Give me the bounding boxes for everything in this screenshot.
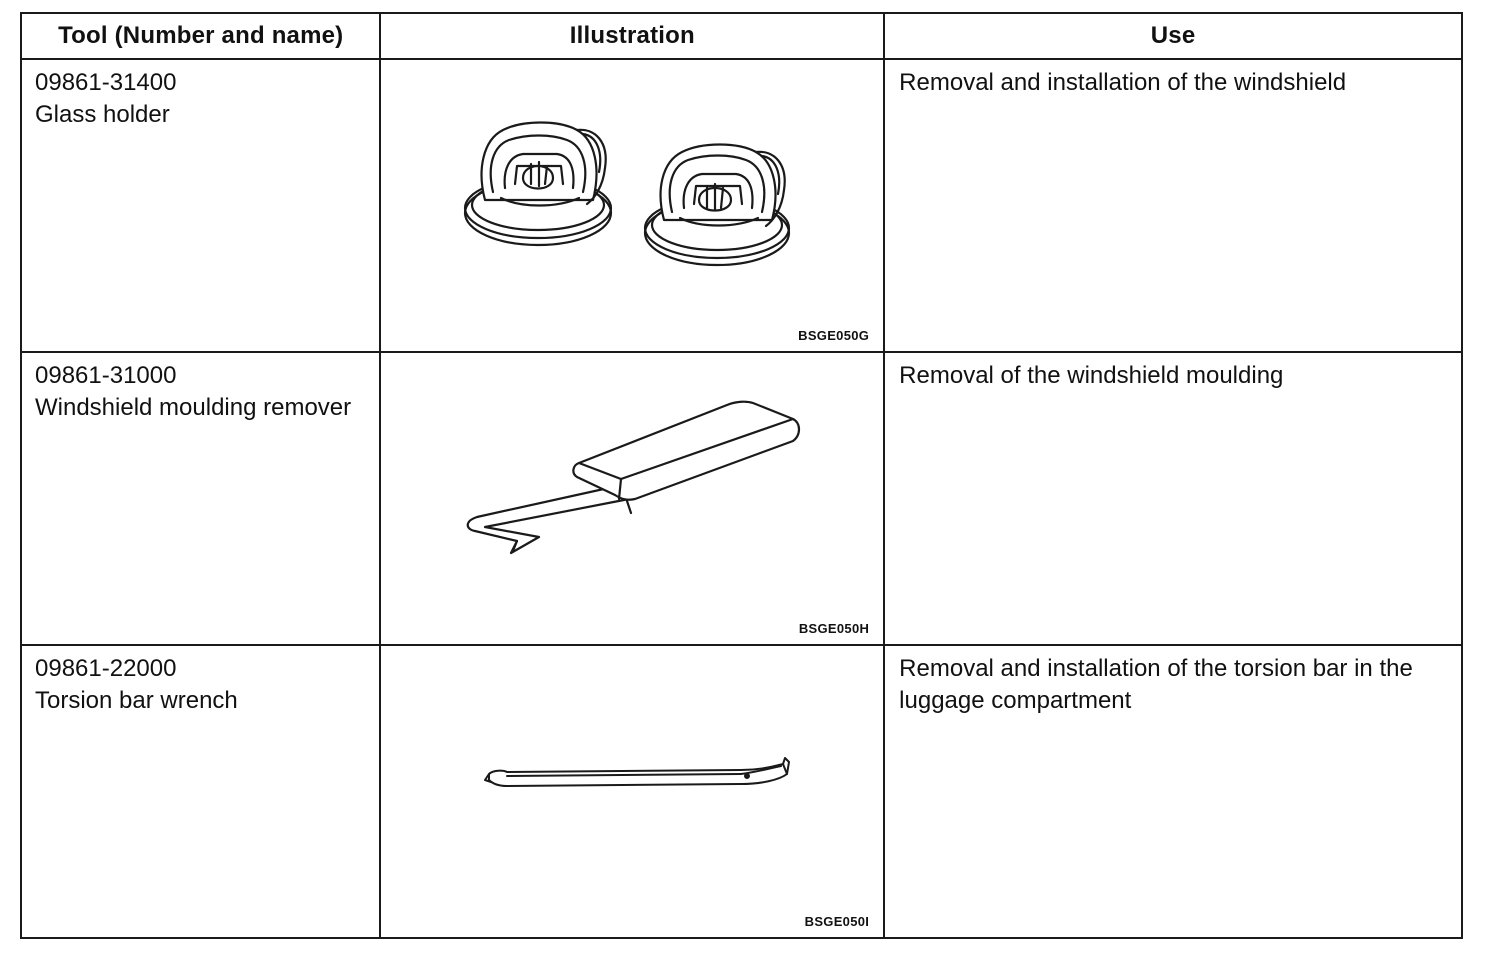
- glass-holder-suction-cups-icon: [381, 60, 881, 349]
- illustration-cell: [380, 645, 884, 938]
- figure-code: BSGE050I: [804, 914, 870, 929]
- tool-number: 09861-31400: [35, 69, 177, 96]
- torsion-bar-wrench-icon: [381, 646, 881, 935]
- moulding-remover-tool-icon: [381, 353, 881, 642]
- table-row: [21, 59, 1462, 352]
- header-illustration: Illustration: [380, 13, 884, 59]
- figure-code: BSGE050G: [798, 328, 870, 343]
- tool-number: 09861-31000: [35, 362, 177, 389]
- header-tool: Tool (Number and name): [21, 13, 380, 59]
- tool-name: Torsion bar wrench: [35, 687, 238, 714]
- tool-cell: [21, 59, 380, 352]
- table-row: [21, 352, 1462, 645]
- special-tools-table: [20, 12, 1463, 939]
- tool-number: 09861-22000: [35, 655, 177, 682]
- table-header-row: [21, 13, 1462, 59]
- table-row: [21, 645, 1462, 938]
- tool-name: Glass holder: [35, 101, 170, 128]
- tool-name: Windshield moulding remover: [35, 394, 352, 421]
- use-cell: Removal of the windshield moulding: [884, 352, 1462, 645]
- tool-cell: [21, 352, 380, 645]
- use-cell: Removal and installation of the torsion bar in the luggage compartment: [884, 645, 1462, 938]
- header-use: Use: [884, 13, 1462, 59]
- use-cell: Removal and installation of the windshield: [884, 59, 1462, 352]
- illustration-cell: [380, 352, 884, 645]
- illustration-cell: [380, 59, 884, 352]
- tool-cell: [21, 645, 380, 938]
- figure-code: BSGE050H: [798, 621, 870, 636]
